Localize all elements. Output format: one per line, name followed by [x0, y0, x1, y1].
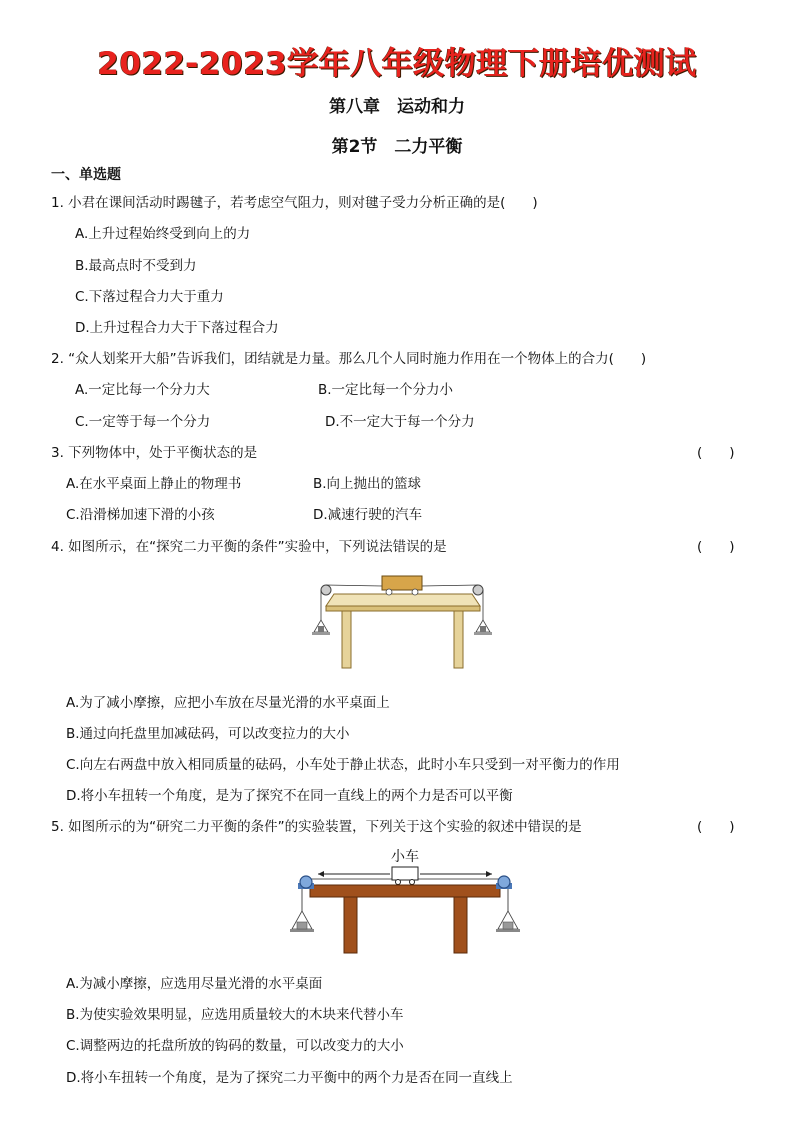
- question-4-stem: 4. 如图所示，在“探究二力平衡的条件”实验中，下列说法错误的是: [51, 539, 447, 555]
- question-3-stem: 3. 下列物体中，处于平衡状态的是: [51, 445, 258, 461]
- question-3-option-a: A.在水平桌面上静止的物理书: [66, 476, 242, 492]
- question-1-option-d: D.上升过程合力大于下落过程合力: [75, 320, 279, 336]
- question-2-option-c: C.一定等于每一个分力: [75, 414, 211, 430]
- question-2-option-a: A.一定比每一个分力大: [75, 382, 210, 398]
- question-3-answer-blank: ( ): [697, 445, 735, 461]
- figure-4-apparatus: [312, 572, 492, 672]
- figure-5-apparatus: [288, 845, 520, 957]
- section-title: 第2节 二力平衡: [331, 137, 463, 157]
- question-5-option-b: B.为使实验效果明显，应选用质量较大的木块来代替小车: [66, 1007, 404, 1023]
- question-5-option-c: C.调整两边的托盘所放的钩码的数量，可以改变力的大小: [66, 1038, 404, 1054]
- question-1-stem: 1. 小君在课间活动时踢毽子，若考虑空气阻力，则对毽子受力分析正确的是( ): [51, 195, 538, 211]
- question-1-option-a: A.上升过程始终受到向上的力: [75, 226, 251, 242]
- question-3-option-d: D.减速行驶的汽车: [313, 507, 423, 523]
- question-1-option-c: C.下落过程合力大于重力: [75, 289, 224, 305]
- question-2-option-b: B.一定比每一个分力小: [318, 382, 454, 398]
- question-5-answer-blank: ( ): [697, 819, 735, 835]
- question-5-stem: 5. 如图所示的为“研究二力平衡的条件”的实验装置，下列关于这个实验的叙述中错误的是: [51, 819, 582, 835]
- page-title: 2022-2023学年八年级物理下册培优测试: [97, 46, 697, 82]
- question-5-option-d: D.将小车扭转一个角度，是为了探究二力平衡中的两个力是否在同一直线上: [66, 1070, 513, 1086]
- question-1-option-b: B.最高点时不受到力: [75, 258, 197, 274]
- question-2-stem: 2. “众人划桨开大船”告诉我们，团结就是力量。那么几个人同时施力作用在一个物体上的合力( ): [51, 351, 647, 367]
- question-3-option-c: C.沿滑梯加速下滑的小孩: [66, 507, 215, 523]
- question-4-option-a: A.为了减小摩擦，应把小车放在尽量光滑的水平桌面上: [66, 695, 390, 711]
- question-3-option-b: B.向上抛出的篮球: [313, 476, 422, 492]
- figure-5-cart-label: 小车: [391, 849, 419, 865]
- question-4-answer-blank: ( ): [697, 539, 735, 555]
- chapter-title: 第八章 运动和力: [329, 97, 465, 117]
- question-4-option-c: C.向左右两盘中放入相同质量的砝码，小车处于静止状态，此时小车只受到一对平衡力的作用: [66, 757, 620, 773]
- part-heading: 一、单选题: [51, 167, 121, 183]
- question-4-option-b: B.通过向托盘里加减砝码，可以改变拉力的大小: [66, 726, 350, 742]
- question-2-option-d: D.不一定大于每一个分力: [325, 414, 475, 430]
- question-5-option-a: A.为减小摩擦，应选用尽量光滑的水平桌面: [66, 976, 323, 992]
- question-4-option-d: D.将小车扭转一个角度，是为了探究不在同一直线上的两个力是否可以平衡: [66, 788, 513, 804]
